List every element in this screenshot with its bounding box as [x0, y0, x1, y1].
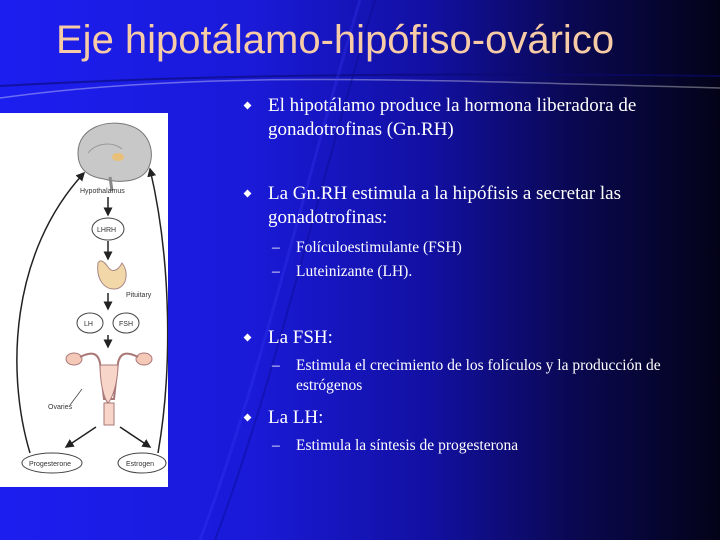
label-hypothalamus: Hypothalamus — [80, 188, 125, 195]
bullet-marker — [244, 414, 252, 422]
ovaries-icon — [66, 353, 152, 425]
bullet-text: La FSH: — [268, 327, 333, 348]
feedback-arrow-right — [150, 169, 168, 453]
sub-bullet-text: Estimula el crecimiento de los folículos y la producción de estrógenos — [296, 357, 661, 394]
slide: Eje hipotálamo-hipófiso-ovárico Hypothalamus LHRH Pituitary LH FSH Ovaries Progesterone Estrogen El hipotálamo produce la hormona liberadora de gonadotrofinas (Gn.RH) La Gn.RH estimula a la hipófisis a secretar las gonadotrofinas: – Folículoestimulante (FSH) – Luteinizante (LH). La FSH: – Estimula el crecimiento de los folículos y la producción de estrógenos La LH: – Estimula la síntesis de progesterona — [0, 0, 720, 540]
diagram-svg — [0, 113, 168, 487]
bullet-marker — [244, 102, 252, 110]
bullet-marker — [244, 334, 252, 342]
label-fsh: FSH — [119, 321, 133, 328]
feedback-arrow-left — [17, 173, 84, 453]
sub-bullet-text: Luteinizante (LH). — [296, 263, 413, 280]
hormone-axis-diagram — [0, 113, 168, 487]
label-lh: LH — [84, 321, 93, 328]
bullet-marker — [244, 190, 252, 198]
brain-icon — [78, 123, 151, 191]
bullet-text: El hipotálamo produce la hormona liberadora de gonadotrofinas (Gn.RH) — [268, 95, 637, 140]
bullet-text: La LH: — [268, 407, 324, 428]
bullet-text: La Gn.RH estimula a la hipófisis a secretar las gonadotrofinas: — [268, 183, 621, 228]
sub-bullet-text: Estimula la síntesis de progesterona — [296, 437, 519, 454]
pituitary-icon — [98, 261, 126, 289]
sub-bullet-text: Folículoestimulante (FSH) — [296, 239, 462, 256]
label-progesterone: Progesterone — [29, 461, 72, 468]
label-lhrh: LHRH — [97, 227, 117, 234]
slide-title: Eje hipotálamo-hipófiso-ovárico — [56, 18, 615, 62]
label-estrogen: Estrogen — [126, 461, 155, 468]
label-ovaries: Ovaries — [48, 404, 73, 411]
label-pituitary: Pituitary — [126, 292, 152, 299]
